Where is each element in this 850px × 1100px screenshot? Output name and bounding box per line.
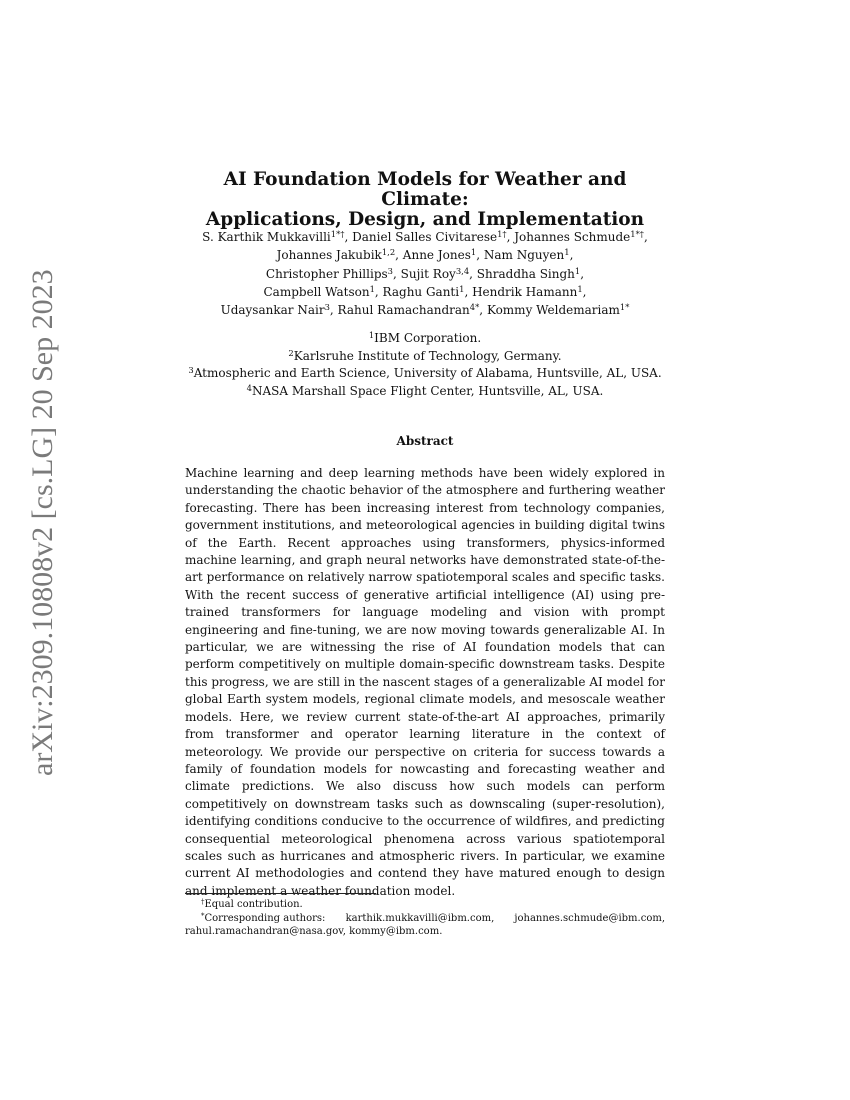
author-separator: , — [464, 284, 473, 299]
footnote-mark: † — [201, 897, 205, 906]
affiliation-line — [185, 365, 665, 383]
affiliation-line — [185, 348, 665, 366]
arxiv-sidebar — [20, 269, 66, 776]
footnote-text: Equal contribution. — [204, 899, 303, 910]
footnote-text: Corresponding authors: — [204, 912, 326, 924]
author-affiliation-mark: 3 — [387, 265, 393, 276]
author-name: Daniel Salles Civitarese — [352, 230, 498, 244]
author-affiliation-mark: 1† — [497, 229, 507, 240]
footnote-equal-contribution — [185, 898, 665, 912]
author-affiliation-mark: 1 — [369, 284, 375, 295]
author-separator: , — [395, 248, 403, 263]
title-line-1: AI Foundation Models for Weather and Climate: — [223, 169, 627, 210]
author-separator: , — [569, 248, 574, 263]
author-separator: , — [344, 230, 353, 244]
author-affiliation-mark: 1 — [459, 284, 465, 295]
affiliation-mark: 1 — [368, 330, 375, 341]
abstract-body: Machine learning and deep learning methods have been widely explored in understanding the chaotic behavior of the atmosphere and furthering weather forecasting. There has been increasing interest from technology companies, government institutions, and meteorological agencies in building digital twins of the Earth. Recent approaches using transformers, physics-informed machine learning, and graph neural networks have demonstrated state-of-the-art performance on relatively narrow spatiotemporal scales and specific tasks. With the recent success of generative artificial intelligence (AI) using pre-trained transformers for language modeling and vision with prompt engineering and fine-tuning, we are now moving towards generalizable AI. In particular, we are witnessing the rise of AI foundation models that can perform competitively on multiple domain-specific downstream tasks. Despite this progress, we are still in the nascent stages of a generalizable AI model for global Earth system models, regional climate models, and mesoscale weather models. Here, we review current state-of-the-art AI approaches, primarily from transformer and operator learning literature in the context of meteorology. We provide our perspective on criteria for success towards a family of foundation models for nowcasting and forecasting weather and climate predictions. We also discuss how such models can perform competitively on downstream tasks such as downscaling (super-resolution), identifying conditions conducive to the occurrence of wildfires, and predicting consequential meteorological phenomena across various spatiotemporal scales such as hurricanes and atmospheric rivers. In particular, we examine current AI methodologies and contend they have matured enough to design and implement a weather foundation model. — [185, 466, 665, 898]
author-name: Campbell Watson — [263, 284, 370, 299]
author-affiliation-mark: 3 — [324, 302, 330, 313]
author-name: Anne Jones — [402, 248, 471, 263]
affiliation-line — [185, 330, 665, 348]
author-name: Sujit Roy — [400, 266, 456, 281]
author-name: S. Karthik Mukkavilli — [202, 230, 331, 244]
author-separator: , — [506, 230, 515, 244]
author-affiliation-mark: 1 — [577, 284, 583, 295]
affiliation-mark: 2 — [288, 347, 294, 358]
author-affiliation-mark: 4* — [469, 302, 480, 313]
affiliation-mark: 3 — [188, 365, 194, 376]
author-separator: , — [582, 284, 587, 299]
author-name: Hendrik Hamann — [472, 284, 578, 299]
author-separator: , — [643, 230, 648, 244]
author-affiliation-mark: 1 — [470, 247, 477, 258]
author-affiliation-mark: 1,2 — [381, 247, 396, 258]
author-separator: , — [329, 303, 338, 318]
affiliation-line — [185, 383, 665, 401]
footnotes — [185, 898, 665, 939]
author-line — [185, 228, 665, 246]
author-separator: , — [393, 266, 401, 281]
author-separator: , — [374, 284, 383, 299]
author-affiliation-mark: 1 — [574, 265, 581, 276]
author-affiliation-mark: 1*† — [630, 229, 644, 240]
author-name: Johannes Schmude — [514, 230, 631, 244]
author-line — [185, 301, 665, 319]
author-separator: , — [580, 266, 585, 281]
footnote-email[interactable]: johannes.schmude@ibm.com, — [514, 912, 665, 924]
footnote-email-continued[interactable]: rahul.ramachandran@nasa.gov, kommy@ibm.com. — [185, 926, 443, 937]
affiliation-text: NASA Marshall Space Flight Center, Huntsville, AL, USA. — [252, 383, 604, 398]
footnote-email[interactable]: karthik.mukkavilli@ibm.com, — [345, 912, 495, 924]
paper-title — [185, 170, 665, 230]
author-name: Shraddha Singh — [476, 266, 575, 281]
author-name: Rahul Ramachandran — [337, 303, 470, 318]
author-name: Kommy Weldemariam — [486, 303, 620, 318]
author-name: Nam Nguyen — [483, 248, 565, 263]
footnote-rule — [185, 893, 376, 894]
affiliation-text: Atmospheric and Earth Science, University of Alabama, Huntsville, AL, USA. — [193, 366, 662, 380]
author-line — [185, 283, 665, 301]
author-separator: , — [469, 266, 477, 281]
author-line — [185, 265, 665, 283]
arxiv-identifier: arXiv:2309.10808v2 [cs.LG] 20 Sep 2023 — [26, 269, 59, 776]
title-line-2: Applications, Design, and Implementation — [205, 209, 645, 230]
author-list — [185, 228, 665, 319]
author-line — [185, 246, 665, 264]
author-affiliation-mark: 1* — [619, 302, 630, 313]
author-name: Udaysankar Nair — [220, 303, 325, 318]
footnote-corresponding — [185, 912, 665, 926]
abstract-heading: Abstract — [396, 434, 454, 448]
author-affiliation-mark: 1*† — [330, 229, 345, 240]
affiliation-mark: 4 — [246, 382, 253, 393]
affiliation-list — [185, 330, 665, 400]
author-affiliation-mark: 1 — [564, 247, 570, 258]
author-separator: , — [479, 303, 487, 318]
author-name: Raghu Ganti — [382, 284, 460, 299]
affiliation-text: Karlsruhe Institute of Technology, Germany. — [293, 348, 562, 363]
author-affiliation-mark: 3,4 — [455, 265, 470, 276]
footnote-mark: * — [201, 911, 205, 920]
author-name: Johannes Jakubik — [276, 248, 382, 263]
author-separator: , — [476, 248, 484, 263]
affiliation-text: IBM Corporation. — [374, 331, 482, 345]
author-name: Christopher Phillips — [265, 266, 388, 281]
footnote-corresponding-label — [201, 912, 325, 926]
